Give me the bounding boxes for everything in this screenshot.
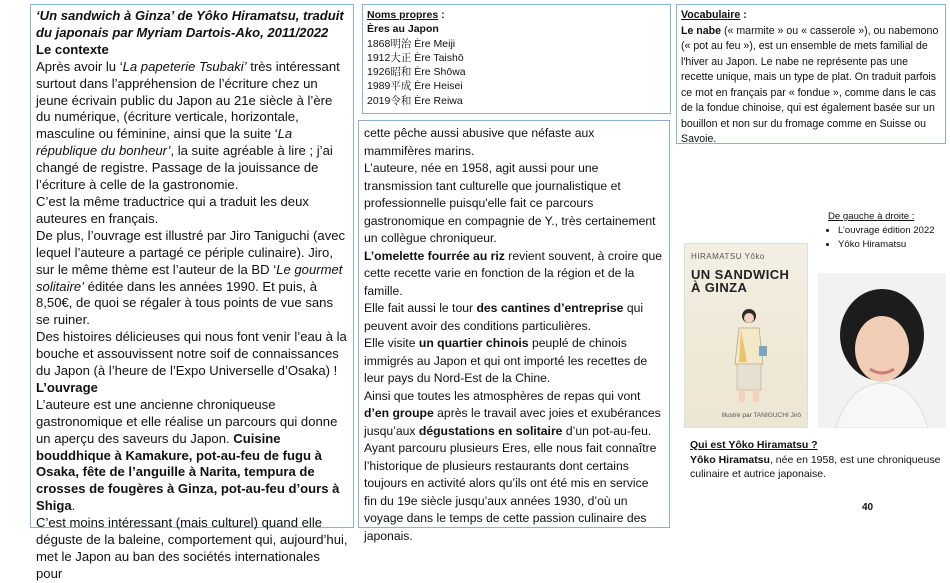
vocabulary-heading: Vocabulaire — [681, 9, 741, 21]
paragraph: Ainsi que toutes les atmosphères de repas qui vont d’en groupe après le travail avec joies et exubérances jusqu’aux dégustations en solitaire d’un pot-au-feu. — [364, 388, 661, 438]
book-cover-image — [684, 243, 808, 428]
author-bio-text: Yôko Hiramatsu, née en 1958, est une chroniqueuse culinaire et autrice japonaise. — [690, 453, 941, 480]
image-caption: De gauche à droite : • L’ouvrage édition 2022 • Yôko Hiramatsu — [828, 210, 946, 252]
caption-item: • L’ouvrage édition 2022 — [838, 224, 946, 238]
paragraph: L’auteure, née en 1958, agit aussi pour une transmission tant culturelle que journalistique et professionnelle puisqu'elle fait ce parcours gastronomique en compagnie de Y., très certainement un collègue chroniqueur. — [364, 161, 656, 245]
paragraph: cette pêche aussi abusive que néfaste aux mammifères marins. — [364, 126, 595, 158]
book-illustrator: Illustré par TANIGUCHI Jirô — [721, 412, 801, 419]
review-title: ‘Un sandwich à Ginza’ de Yôko Hiramatsu, traduit du japonais par Myriam Dartois-Ako, 2011/2022 — [36, 8, 344, 40]
author-bio — [690, 438, 945, 490]
ouvrage-heading: L’ouvrage — [36, 379, 98, 395]
caption-item: • Yôko Hiramatsu — [838, 238, 946, 252]
era-item: 2019令和 Ère Reiwa — [367, 94, 463, 107]
eras-subheading: Ères au Japon — [367, 23, 439, 36]
proper-nouns-heading: Noms propres — [367, 9, 439, 21]
paragraph: Après avoir lu ‘La papeterie Tsubaki’ très intéressant surtout dans l’appréhension de l’écriture chez un jeune écrivain public du Japon au 21e siècle à l’ère du numérique, (écriture verticale, horizontale, masculine ou féminine, ainsi que la suite ‘La république du bonheur’, la suite agréable à lire ; j’ai changé de registre. Passage de la jouissance de l’écriture à celle de la gastronomie. — [36, 58, 340, 193]
era-item: 1926昭和 Ère Shōwa — [367, 66, 466, 79]
page-number: 40 — [862, 502, 874, 513]
paragraph: Des histoires délicieuses qui nous font venir l’eau à la bouche et assouvissent notre soif de connaissances du Japon (à l’heure de l’Expo Universelle d’Osaka) ! — [36, 329, 347, 379]
paragraph: L’omelette fourrée au riz revient souvent, à croire que cette recette varie en fonction de la région et de la famille. — [364, 248, 663, 298]
paragraph: Elle visite un quartier chinois peuplé de chinois immigrés au Japon et qui ont importé les recettes de leur pays du Nord-Est de la Chine. — [364, 336, 648, 385]
vocabulary-definition: Le nabe (« marmite » ou « casserole »), ou nabemono (« pot au feu »), est un ensemble de mets familial de l'hiver au Japon. Le nabe ne représente pas une recette unique, mais un type de plat. On traduit parfois ce mot en français par « fondue », comme dans le cas de la fondue chinoise, qui est également basée sur un bouillon et non sur du fromage comme en Suisse ou Savoie. — [681, 24, 939, 145]
proper-nouns-box: Noms propres : Ères au Japon 1868明治 Ère Meiji 1912大正 Ère Taishō 1926昭和 Ère Shōwa 1989平成 Ère Heisei 2019令和 Ère Reiwa — [362, 4, 671, 114]
paragraph: De plus, l’ouvrage est illustré par Jiro Taniguchi (avec lequel l’auteure a partagé ce périple culinaire). Jiro, sur le même thème est l’auteur de la BD ‘Le gourmet solitaire’ éditée dans les années 1990. Et puis, à 8,50€, de quoi se régaler à tous points de vue sans se ruiner. — [36, 227, 346, 328]
paragraph: C’est moins intéressant (mais culturel) quand elle déguste de la baleine, comportement qui, aujourd’hui, met le Japon au ban des sociétés internationales pour — [36, 515, 348, 581]
review-column-middle — [358, 120, 670, 543]
contexte-heading: Le contexte — [36, 41, 109, 57]
paragraph: C’est la même traductrice qui a traduit les deux auteures en français. — [36, 193, 309, 226]
woman-illustration-icon — [727, 306, 771, 406]
era-item: 1989平成 Ère Heisei — [367, 80, 463, 93]
review-column-left — [30, 4, 354, 581]
era-item: 1912大正 Ère Taishō — [367, 51, 464, 64]
paragraph: Elle fait aussi le tour des cantines d’entreprise qui peuvent avoir des conditions particulières. — [364, 301, 644, 333]
book-author: HIRAMATSU Yôko — [691, 252, 765, 261]
book-title: UN SANDWICH À GINZA — [691, 267, 790, 295]
era-item: 1868明治 Ère Meiji — [367, 37, 456, 50]
paragraph: Ayant parcouru plusieurs Eres, elle nous fait connaître l’historique de plusieurs restaurants dont certains toujours en activité alors qu’ils ont été mis en service fin du 19e siècle jusqu’aux années 1930, d’où un voyage dans le temps de cette passion culinaire des japonais. — [364, 441, 657, 543]
vocabulary-box: Vocabulaire : Le nabe (« marmite » ou « casserole »), ou nabemono (« pot au feu »), est un ensemble de mets familial de l'hiver au Japon. Le nabe ne représente pas une recette unique, mais un type de plat. On traduit parfois ce mot en français par « fondue », comme dans le cas de la fondue chinoise, qui est également basée sur un bouillon et non sur du fromage comme en Suisse ou Savoie. — [676, 4, 946, 144]
paragraph: L’auteure est une ancienne chroniqueuse gastronomique et elle réalise un parcours qui donne un aperçu des saveurs du Japon. Cuisine bouddhique à Kamakure, pot-au-feu de fugu à Osaka, fête de l’anguille à Narita, tempura de crosses de fougères à Ginza, pot-au-feu d’ours à Shiga. — [36, 396, 340, 514]
author-bio-heading: Qui est Yôko Hiramatsu ? — [690, 439, 818, 451]
author-photo — [818, 273, 946, 428]
